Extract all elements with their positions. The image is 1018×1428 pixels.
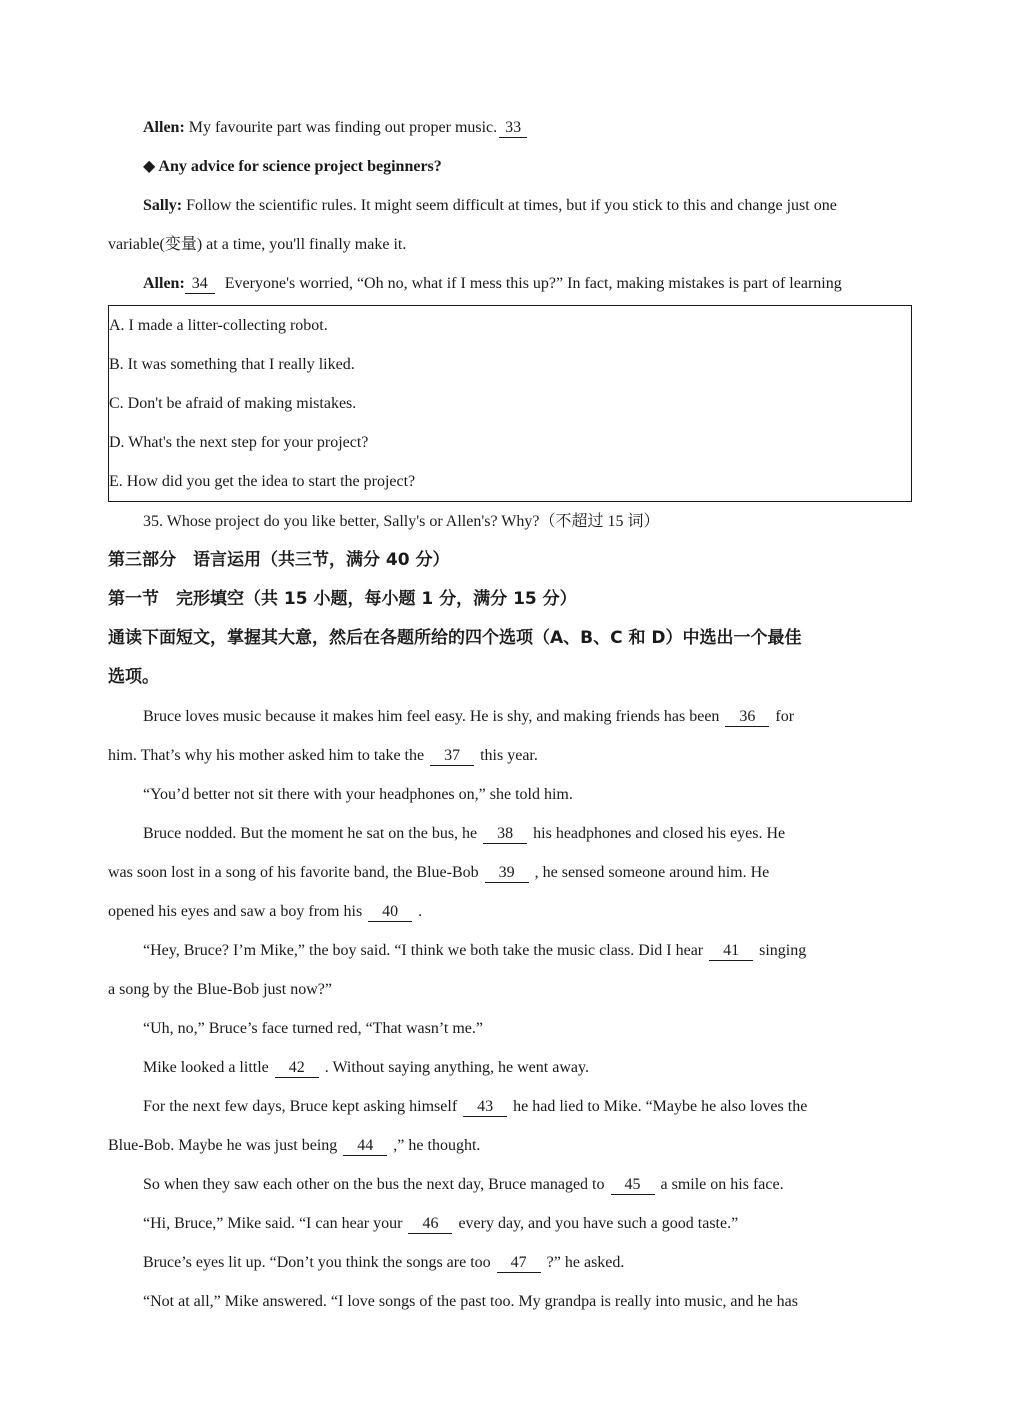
passage-line-10: [108, 1048, 912, 1087]
blank-38: 38: [483, 825, 527, 844]
blank-33: 33: [499, 119, 527, 138]
passage-text: Bruce loves music because it makes him feel easy. He is shy, and making friends has been: [143, 708, 720, 725]
passage-text: ,” he thought.: [393, 1137, 481, 1154]
passage-line-12: [108, 1126, 912, 1165]
blank-37: 37: [430, 747, 474, 766]
passage-text: a smile on his face.: [660, 1176, 784, 1193]
exam-page: [108, 108, 912, 1321]
allen-text: My favourite part was finding out proper music.: [188, 119, 498, 136]
passage-line-13: [108, 1165, 912, 1204]
passage-line-14: [108, 1204, 912, 1243]
passage-text: .: [418, 903, 423, 920]
blank-41: 41: [709, 942, 753, 961]
passage-line-3: “You’d better not sit there with your headphones on,” she told him.: [143, 786, 573, 803]
passage-text: he had lied to Mike. “Maybe he also loves the: [513, 1098, 808, 1115]
passage-line-5: [108, 853, 912, 892]
passage-line-1: [108, 697, 912, 736]
options-box: [108, 305, 912, 502]
passage-text: singing: [759, 942, 807, 959]
speaker-sally: Sally:: [143, 197, 183, 214]
instruction-line-1: 通读下面短文，掌握其大意，然后在各题所给的四个选项（A、B、C 和 D）中选出一个最佳: [108, 628, 802, 648]
passage-text: . Without saying anything, he went away.: [324, 1059, 589, 1076]
passage-text: his headphones and closed his eyes. He: [533, 825, 786, 842]
blank-40: 40: [368, 903, 412, 922]
passage-text: Bruce nodded. But the moment he sat on the bus, he: [143, 825, 478, 842]
passage-text: for: [775, 708, 795, 725]
speaker-allen-2: Allen:: [143, 275, 185, 292]
passage-text: Blue-Bob. Maybe he was just being: [108, 1137, 338, 1154]
instruction-line-2: 选项。: [108, 667, 159, 687]
passage-line-9: “Uh, no,” Bruce’s face turned red, “That wasn’t me.”: [143, 1020, 484, 1037]
passage-text: Mike looked a little: [143, 1059, 269, 1076]
blank-39: 39: [485, 864, 529, 883]
passage-text: For the next few days, Bruce kept asking himself: [143, 1098, 458, 1115]
section-cloze-heading: 第一节 完形填空（共 15 小题，每小题 1 分，满分 15 分）: [108, 589, 577, 609]
passage-text: So when they saw each other on the bus the next day, Bruce managed to: [143, 1176, 605, 1193]
question-35: 35. Whose project do you like better, Sally's or Allen's? Why?（不超过 15 词）: [143, 513, 660, 530]
passage-text: “Hi, Bruce,” Mike said. “I can hear your: [143, 1215, 403, 1232]
passage-text: him. That’s why his mother asked him to take the: [108, 747, 425, 764]
blank-34: 34: [185, 275, 215, 294]
blank-45: 45: [611, 1176, 655, 1195]
passage-text: every day, and you have such a good taste.”: [458, 1215, 739, 1232]
blank-46: 46: [408, 1215, 452, 1234]
passage-text: “Hey, Bruce? I’m Mike,” the boy said. “I think we both take the music class. Did I hear: [143, 942, 704, 959]
option-a: A. I made a litter-collecting robot.: [109, 317, 328, 334]
allen-text-2: Everyone's worried, “Oh no, what if I mess this up?” In fact, making mistakes is part of learning: [224, 275, 842, 292]
blank-44: 44: [343, 1137, 387, 1156]
advice-heading: ◆ Any advice for science project beginners?: [143, 158, 442, 175]
sally-text-1: Follow the scientific rules. It might seem difficult at times, but if you stick to this and change just one: [186, 197, 837, 214]
passage-line-16: “Not at all,” Mike answered. “I love songs of the past too. My grandpa is really into music, and he has: [143, 1293, 798, 1310]
section-part3-heading: 第三部分 语言运用（共三节，满分 40 分）: [108, 550, 450, 570]
blank-42: 42: [275, 1059, 319, 1078]
passage-line-7: [108, 931, 912, 970]
option-c: C. Don't be afraid of making mistakes.: [109, 395, 357, 412]
passage-line-4: [108, 814, 912, 853]
passage-text: was soon lost in a song of his favorite band, the Blue-Bob: [108, 864, 479, 881]
passage-line-2: [108, 736, 912, 775]
passage-line-8: a song by the Blue-Bob just now?”: [108, 981, 332, 998]
passage-line-6: [108, 892, 912, 931]
option-e: E. How did you get the idea to start the project?: [109, 473, 416, 490]
passage-text: Bruce’s eyes lit up. “Don’t you think the songs are too: [143, 1254, 491, 1271]
passage-text: , he sensed someone around him. He: [534, 864, 770, 881]
passage-line-15: [108, 1243, 912, 1282]
passage-line-11: [108, 1087, 912, 1126]
blank-36: 36: [725, 708, 769, 727]
sally-text-2: variable(变量) at a time, you'll finally make it.: [108, 236, 407, 253]
blank-47: 47: [497, 1254, 541, 1273]
passage-text: this year.: [480, 747, 538, 764]
option-d: D. What's the next step for your project?: [109, 434, 369, 451]
speaker-allen: Allen:: [143, 119, 185, 136]
passage-text: ?” he asked.: [546, 1254, 625, 1271]
allen-line-1: [108, 108, 912, 147]
option-b: B. It was something that I really liked.: [109, 356, 355, 373]
sally-line: [108, 186, 912, 225]
passage-text: opened his eyes and saw a boy from his: [108, 903, 363, 920]
allen-line-2: [108, 264, 912, 303]
blank-43: 43: [463, 1098, 507, 1117]
